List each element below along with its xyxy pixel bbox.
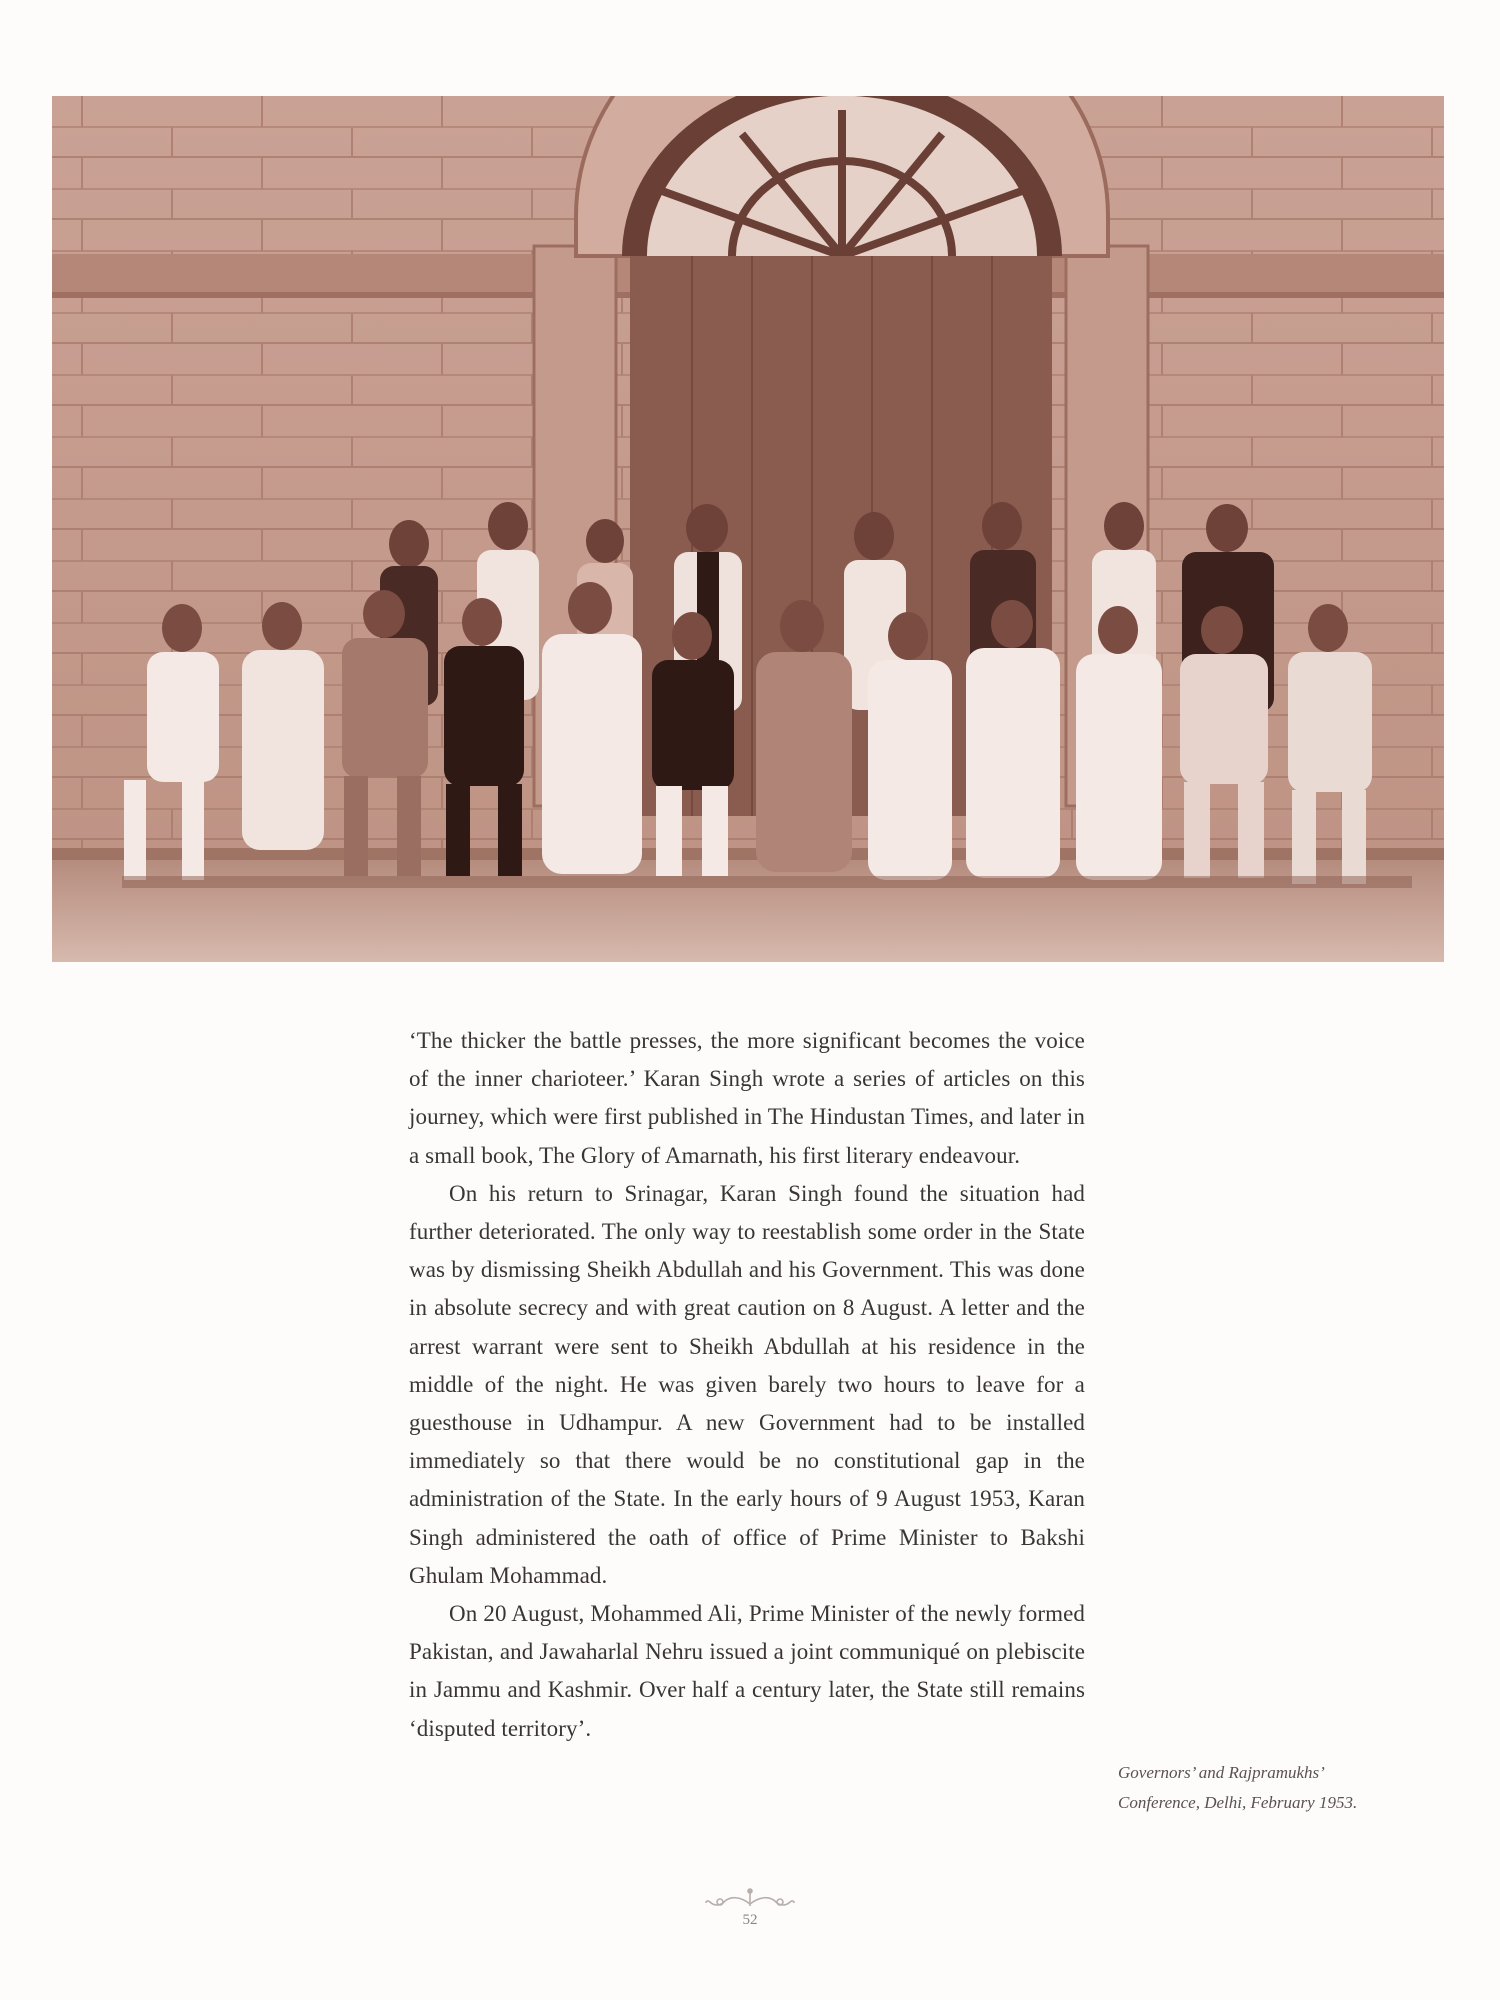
photo-caption bbox=[1118, 1758, 1438, 1818]
group-photograph-image bbox=[52, 96, 1444, 962]
group-photograph bbox=[52, 96, 1444, 962]
paragraph-2: On his return to Srinagar, Karan Singh found the situation had further deteriorated. The only way to reestablish some order in the State was by dismissing Sheikh Abdullah and his Government. This was done in absolute secrecy and with great caution on 8 August. A letter and the arrest warrant were sent to Sheikh Abdullah at his residence in the middle of the night. He was given barely two hours to leave for a guesthouse in Udhampur. A new Government had to be installed immediately so that there would be no constitutional gap in the administration of the State. In the early hours of 9 August 1953, Karan Singh administered the oath of office of Prime Minister to Bakshi Ghulam Mohammad. bbox=[409, 1180, 1085, 1588]
caption-line-1: Governors’ and Rajpramukhs’ bbox=[1118, 1763, 1325, 1782]
caption-line-2: Conference, Delhi, February 1953. bbox=[1118, 1793, 1358, 1812]
paragraph-1: ‘The thicker the battle presses, the more significant becomes the voice of the inner charioteer.’ Karan Singh wrote a series of articles on this journey, which were first published in The Hindustan Times, and later in a small book, The Glory of Amarnath, his first literary endeavour. bbox=[409, 1028, 1085, 1168]
paragraph-3: On 20 August, Mohammed Ali, Prime Minister of the newly formed Pakistan, and Jawaharlal Nehru issued a joint communiqué on plebiscite in Jammu and Kashmir. Over half a century later, the State still remains ‘disputed territory’. bbox=[409, 1601, 1085, 1741]
article-body bbox=[409, 1022, 1085, 1748]
page-number: 52 bbox=[742, 1912, 758, 1928]
